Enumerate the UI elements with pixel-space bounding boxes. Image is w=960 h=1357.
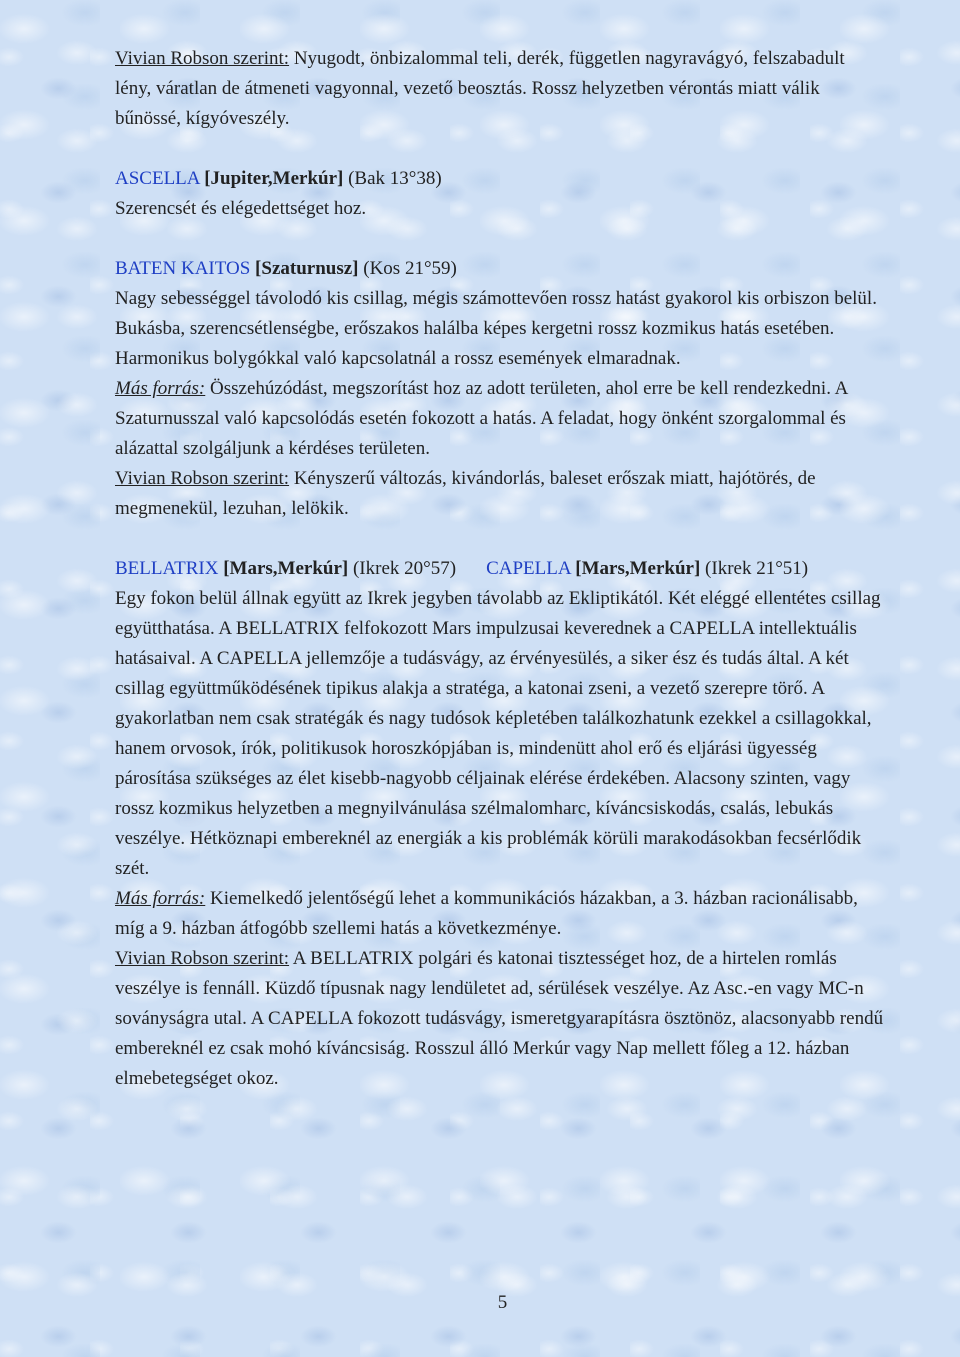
paragraph-robson	[115, 944, 885, 1094]
star-position: (Kos 21°59)	[358, 258, 457, 279]
source-label: Vivian Robson szerint:	[115, 948, 290, 969]
paragraph-text: Összehúzódást, megszorítást hoz az adott területen, ahol erre be kell rendezkedni. A Szaturnusszal való kapcsolódás esetén fokozott a hatás. A feladat, hogy önként szorgalommal és alázattal szolgáljunk a kérdéses területen.	[115, 378, 848, 459]
star-planets: [Mars,Merkúr]	[223, 558, 349, 579]
star-heading-baten-kaitos	[115, 254, 885, 284]
star-name-2: CAPELLA	[486, 558, 571, 579]
star-position: (Ikrek 20°57)	[348, 558, 457, 579]
source-label: Más forrás:	[115, 378, 206, 399]
paragraph-text: Nagy sebességgel távolodó kis csillag, mégis számottevően rossz hatást gyakorol kis orbiszon belül. Bukásba, szerencsétlenségbe, erőszakos halálba képes kergetni rossz kozmikus hatás esetében. Harmonikus bolygókkal való kapcsolatnál a rossz események elmaradnak.	[115, 288, 877, 369]
source-label: Vivian Robson szerint:	[115, 468, 290, 489]
paragraph-text: Egy fokon belül állnak együtt az Ikrek jegyben távolabb az Ekliptikától. Két eléggé ellentétes csillag együtthatása. A BELLATRIX felfokozott Mars impulzusai keverednek a CAPELLA intellektuális hatásaival. A CAPELLA jellemzője a tudásvágy, az érvényesülés, a siker ész és tudás által. A két csillag együttműködésének tipikus alakja a stratéga, a katonai zseni, a vezető szerepre törő. A gyakorlatban nem csak stratégák és nagy tudósok képletében találkozhatunk ezekkel a csillagokkal, hanem orvosok, írók, politikusok horoszkópjában is, mindenütt ahol erő és eljárási ügyesség párosítása szükséges az élet kisebb-nagyobb céljainak elérése érdekében. Alacsony szinten, vagy rossz kozmikus helyzetben a megnyilvánulása szélmalomharc, kíváncsiskodás, csalás, lebukás veszélye. Hétköznapi embereknél az energiák a kis problémák körüli marakodásokban fecsérlődik szét.	[115, 588, 881, 879]
paragraph-text: Szerencsét és elégedettséget hoz.	[115, 198, 367, 219]
source-label: Más forrás:	[115, 888, 206, 909]
star-heading-bellatrix-capella	[115, 554, 885, 584]
star-position-2: (Ikrek 21°51)	[705, 558, 809, 579]
star-heading-ascella	[115, 164, 885, 194]
paragraph-robson	[115, 464, 885, 524]
page-number: 5	[497, 1292, 508, 1313]
star-planets-2: [Mars,Merkúr]	[575, 558, 701, 579]
paragraph-text: A BELLATRIX polgári és katonai tisztességet hoz, de a hirtelen romlás veszélye is fennáll. Küzdő típusnak nagy lendületet ad, sérülések veszélye. Az Asc.-en vagy MC-n soványságra utal. A CAPELLA fokozott tudásvágy, ismeretgyarapításra ösztönöz, alacsonyabb rendű embereknél ez csak mohó kíváncsiság. Rosszul álló Merkúr vagy Nap mellett főleg a 12. házban elmebetegséget okoz.	[115, 948, 884, 1089]
document-page	[115, 44, 885, 1094]
star-planets: [Jupiter,Merkúr]	[204, 168, 344, 189]
paragraph-other-source	[115, 884, 885, 944]
source-label: Vivian Robson szerint:	[115, 48, 290, 69]
star-name: ASCELLA	[115, 168, 200, 189]
paragraph-intro	[115, 44, 885, 134]
star-planets: [Szaturnusz]	[255, 258, 359, 279]
star-position: (Bak 13°38)	[343, 168, 442, 189]
paragraph-text: Kiemelkedő jelentőségű lehet a kommunikációs házakban, a 3. házban racionálisabb, míg a 9. házban átfogóbb szellemi hatás a következménye.	[115, 888, 858, 939]
spacer	[115, 524, 885, 554]
paragraph-text: Nyugodt, önbizalommal teli, derék, független nagyravágyó, felszabadult lény, váratlan de átmeneti vagyonnal, vezető beosztás. Rossz helyzetben vérontás miatt válik bűnössé, kígyóveszély.	[115, 48, 845, 129]
star-name: BELLATRIX	[115, 558, 219, 579]
spacer	[115, 224, 885, 254]
paragraph-other-source	[115, 374, 885, 464]
star-name: BATEN KAITOS	[115, 258, 251, 279]
spacer	[115, 134, 885, 164]
paragraph-text: Kényszerű változás, kivándorlás, baleset erőszak miatt, hajótörés, de megmenekül, lezuhan, lelökik.	[115, 468, 816, 519]
